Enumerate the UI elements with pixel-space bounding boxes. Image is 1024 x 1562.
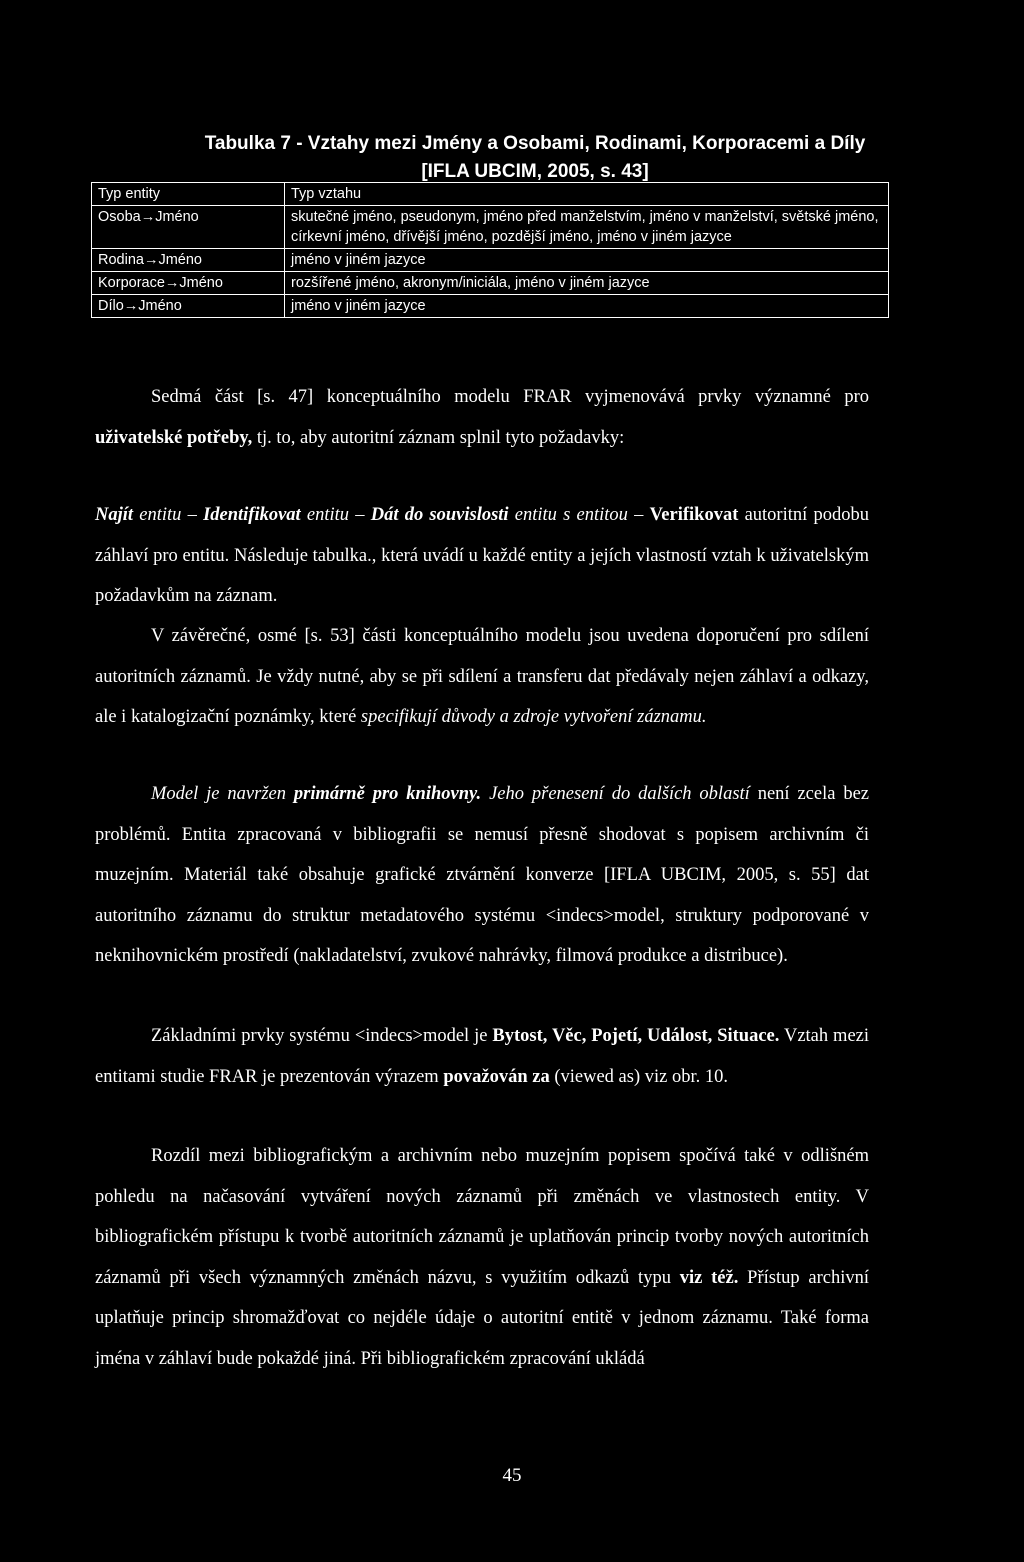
table-cell: Dílo→Jméno (92, 295, 285, 318)
text-run-bold-italic: primárně pro knihovny. (293, 784, 482, 804)
text-run: V závěrečné, osmé [s. 53] části konceptuálního modelu jsou uvedena doporučení pro sdílení autoritních záznamů. Je vždy nutné, aby se při sdílení a transferu dat předávaly nejen záhlaví a odkazy, ale i katalogizační poznámky, které (95, 626, 869, 727)
paragraph-user-needs (95, 377, 869, 458)
table-cell: Osoba→Jméno (92, 206, 285, 249)
text-run: Vztah mezi entitami studie FRAR je prezentován výrazem (95, 1026, 870, 1087)
column-header-entity-type: Typ entity (92, 183, 285, 206)
paragraph-description-differences (95, 1136, 869, 1379)
text-run-bold: Verifikovat (649, 505, 739, 525)
table-header-row (92, 183, 889, 206)
text-run: Základními prvky systému <indecs>model je (151, 1026, 493, 1046)
text-run-bold: viz též. (679, 1267, 739, 1288)
table-cell: jméno v jiném jazyce (285, 295, 889, 318)
table-title: Tabulka 7 - Vztahy mezi Jmény a Osobami, Rodinami, Korporacemi a Díly [IFLA UBCIM, 2005, s. 43] (204, 133, 866, 182)
table-cell: Rodina→Jméno (92, 249, 285, 272)
table-cell: rozšířené jméno, akronym/iniciála, jméno v jiném jazyce (285, 272, 889, 295)
paragraph-model-scope (95, 774, 869, 977)
text-run-bold: Bytost, Věc, Pojetí, Událost, Situace. (492, 1026, 780, 1046)
table-row (92, 272, 889, 295)
text-run: není zcela bez problémů. Entita zpracovaná v bibliografii se nemusí přesně shodovat s popisem archivním či muzejním. Materiál také obsahuje grafické ztvárnění konverze [IFLA UBCIM, 2005, s. 55] dat autoritního záznamu do struktur metadatového systému <indecs>model, struktury podporované v neknihovnickém prostředí (nakladatelství, zvukové nahrávky, filmová produkce a distribuce). (95, 784, 870, 966)
relationship-table (91, 182, 889, 318)
text-run-italic: Model je navržen (151, 784, 294, 804)
text-run: která uvádí u každé entity a jejích vlastností vztah k uživatelským požadavkům na záznam. (95, 545, 869, 606)
text-run-bold: považován za (443, 1066, 550, 1087)
table-row (92, 206, 889, 249)
table-row (92, 295, 889, 318)
text-run-bold: uživatelské potřeby, (95, 427, 253, 448)
text-run-bold-italic: Dát do souvislosti (370, 505, 509, 525)
paragraph-user-tasks (95, 495, 869, 617)
text-run-italic: entitu s entitou – (508, 505, 650, 525)
text-run-italic: specifikují důvody a zdroje vytvoření záznamu. (360, 707, 707, 727)
text-run-bold-italic: Najít (95, 505, 134, 525)
text-run: Sedmá část [s. 47] konceptuálního modelu FRAR vyjmenovává prvky významné pro (151, 387, 869, 407)
table-row (92, 249, 889, 272)
text-run: tj. to, aby autoritní záznam splnil tyto požadavky: (252, 427, 625, 448)
text-run: autoritní podobu záhlaví pro entitu. Následuje tabulka., (95, 505, 869, 566)
text-run: Rozdíl mezi bibliografickým a archivním nebo muzejním popisem spočívá také v odlišném pohledu na načasování vytváření nových záznamů při změnách ve vlastnostech entity. V bibliografickém přístupu k tvorbě autoritních záznamů je uplatňován princip tvorby nových autoritních záznamů při všech významných změnách názvu, s využitím odkazů typu (95, 1146, 869, 1288)
text-run-italic: entitu – (300, 505, 371, 525)
paragraph-indecs-elements (95, 1016, 869, 1097)
table-cell: Korporace→Jméno (92, 272, 285, 295)
table-cell: jméno v jiném jazyce (285, 249, 889, 272)
text-run-italic: Jeho přenesení do dalších oblastí (481, 784, 750, 804)
text-run-bold-italic: Identifikovat (203, 505, 301, 525)
text-run: Přístup archivní uplatňuje princip shromažďovat co nejdéle údaje o autoritní entitě v jednom záznamu. Také forma jména v záhlaví bude pokaždé jiná. Při bibliografickém zpracování ukládá (95, 1267, 869, 1369)
page-number: 45 (502, 1465, 522, 1486)
column-header-relationship-type: Typ vztahu (285, 183, 889, 206)
paragraph-sharing-recommendations (95, 616, 869, 738)
text-run-italic: entitu – (133, 505, 204, 525)
table-cell: skutečné jméno, pseudonym, jméno před manželstvím, jméno v manželství, světské jméno, církevní jméno, dřívější jméno, pozdější jméno, jméno v jiném jazyce (285, 206, 889, 249)
text-run: (viewed as) viz obr. 10. (549, 1066, 728, 1087)
